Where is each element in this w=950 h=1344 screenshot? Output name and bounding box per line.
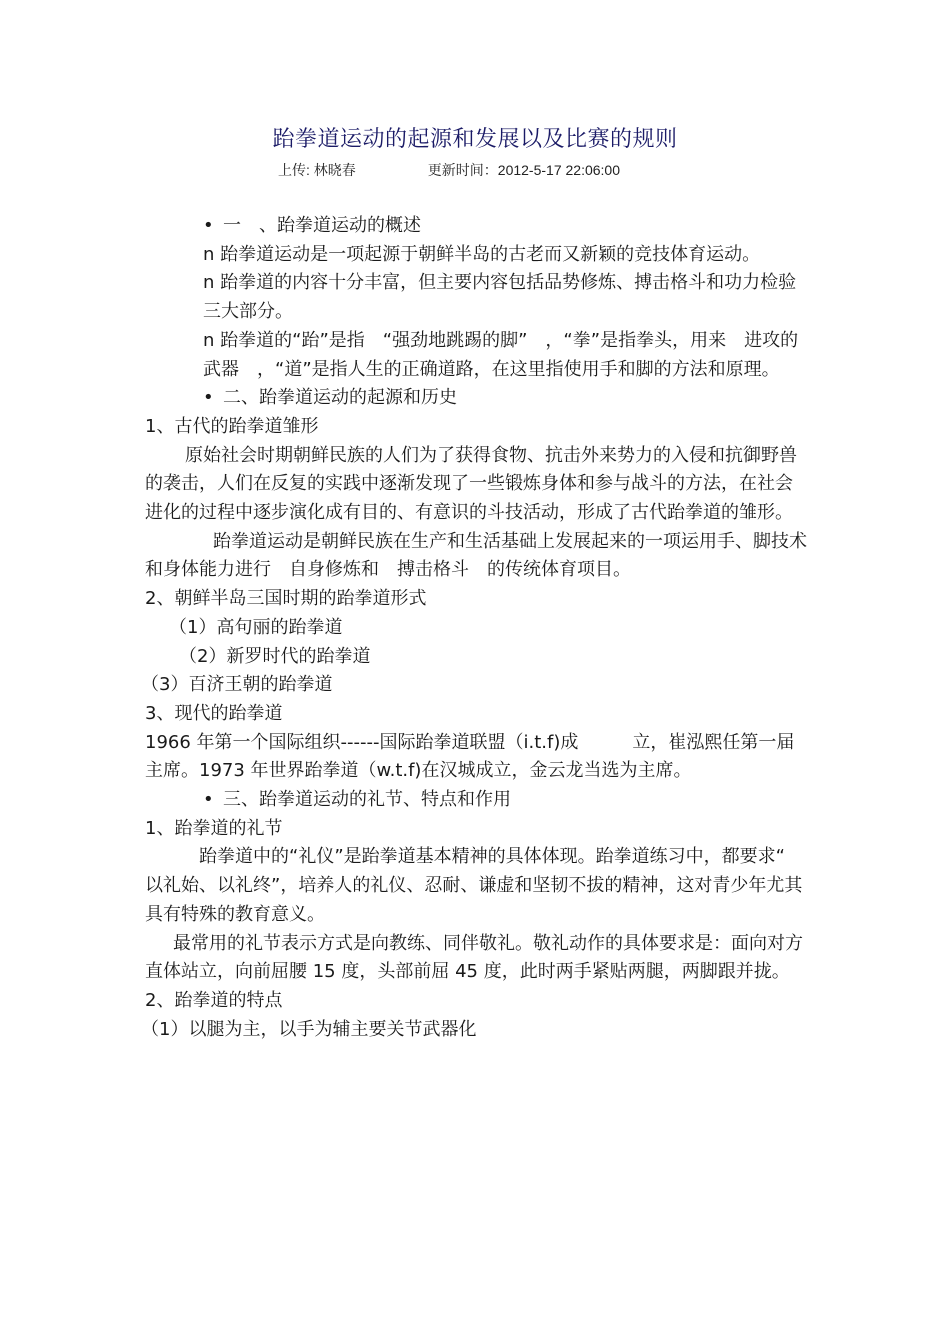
bullet-icon: • bbox=[203, 789, 214, 811]
paragraph: 跆拳道中的“礼仪”是跆拳道基本精神的具体体现。跆拳道练习中，都要求“ 以礼始、以礼终”，培养人的礼仪、忍耐、谦虚和坚韧不拔的精神，这对青少年尤其具有特殊的教育意义。 bbox=[145, 846, 803, 925]
list-item: （1）高句丽的跆拳道 bbox=[169, 616, 343, 638]
paragraph: 跆拳道运动是朝鲜民族在生产和生活基础上发展起来的一项运用手、脚技术和身体能力进行 自身修炼和 搏击格斗 的传统体育项目。 bbox=[145, 530, 807, 581]
document-meta bbox=[278, 160, 620, 180]
subheading: 1、古代的跆拳道雏形 bbox=[145, 415, 319, 437]
list-item: （2）新罗时代的跆拳道 bbox=[179, 645, 371, 667]
paragraph: n 跆拳道运动是一项起源于朝鲜半岛的古老而又新颖的竞技体育运动。 bbox=[203, 243, 761, 265]
section-heading-3: • 三、跆拳道运动的礼节、特点和作用 bbox=[145, 786, 810, 815]
bullet-icon: • bbox=[203, 387, 214, 409]
paragraph: n 跆拳道的“跆”是指 “强劲地跳踢的脚” ，“拳”是指拳头，用来 进攻的武器 ，“道”是指人生的正确道路，在这里指使用手和脚的方法和原理。 bbox=[203, 329, 799, 380]
subheading: 3、现代的跆拳道 bbox=[145, 702, 283, 724]
paragraph: 原始社会时期朝鲜民族的人们为了获得食物、抗击外来势力的入侵和抗御野兽的袭击，人们在反复的实践中逐渐发现了一些锻炼身体和参与战斗的方法，在社会进化的过程中逐步演化成有目的、有意识的斗技活动，形成了古代跆拳道的雏形。 bbox=[145, 444, 797, 524]
updated-text: 更新时间：2012-5-17 22:06:00 bbox=[427, 162, 620, 178]
section-heading-1: • 一 、跆拳道运动的概述 bbox=[145, 212, 810, 241]
uploader-text: 上传: 林晓春 bbox=[278, 162, 356, 178]
subheading: 1、跆拳道的礼节 bbox=[145, 817, 283, 839]
paragraph: 最常用的礼节表示方式是向教练、同伴敬礼。敬礼动作的具体要求是：面向对方直体站立，向前屈腰 15 度，头部前屈 45 度，此时两手紧贴两腿，两脚跟并拢。 bbox=[145, 932, 803, 983]
subheading: 2、朝鲜半岛三国时期的跆拳道形式 bbox=[145, 588, 427, 610]
section-heading-2: • 二、跆拳道运动的起源和历史 bbox=[145, 384, 810, 413]
document-body bbox=[141, 212, 810, 1044]
document-title: 跆拳道运动的起源和发展以及比赛的规则 bbox=[272, 126, 678, 151]
paragraph: n 跆拳道的内容十分丰富，但主要内容包括品势修炼、搏击格斗和功力检验三大部分。 bbox=[203, 272, 797, 323]
bullet-icon: • bbox=[203, 215, 214, 236]
paragraph: 1966 年第一个国际组织------国际跆拳道联盟（i.t.f)成 立，崔泓熙任第一届主席。1973 年世界跆拳道（w.t.f)在汉城成立，金云龙当选为主席。 bbox=[145, 731, 795, 782]
list-item: （1）以腿为主，以手为辅主要关节武器化 bbox=[141, 1018, 477, 1040]
subheading: 2、跆拳道的特点 bbox=[145, 989, 283, 1011]
list-item: （3）百济王朝的跆拳道 bbox=[141, 674, 333, 696]
